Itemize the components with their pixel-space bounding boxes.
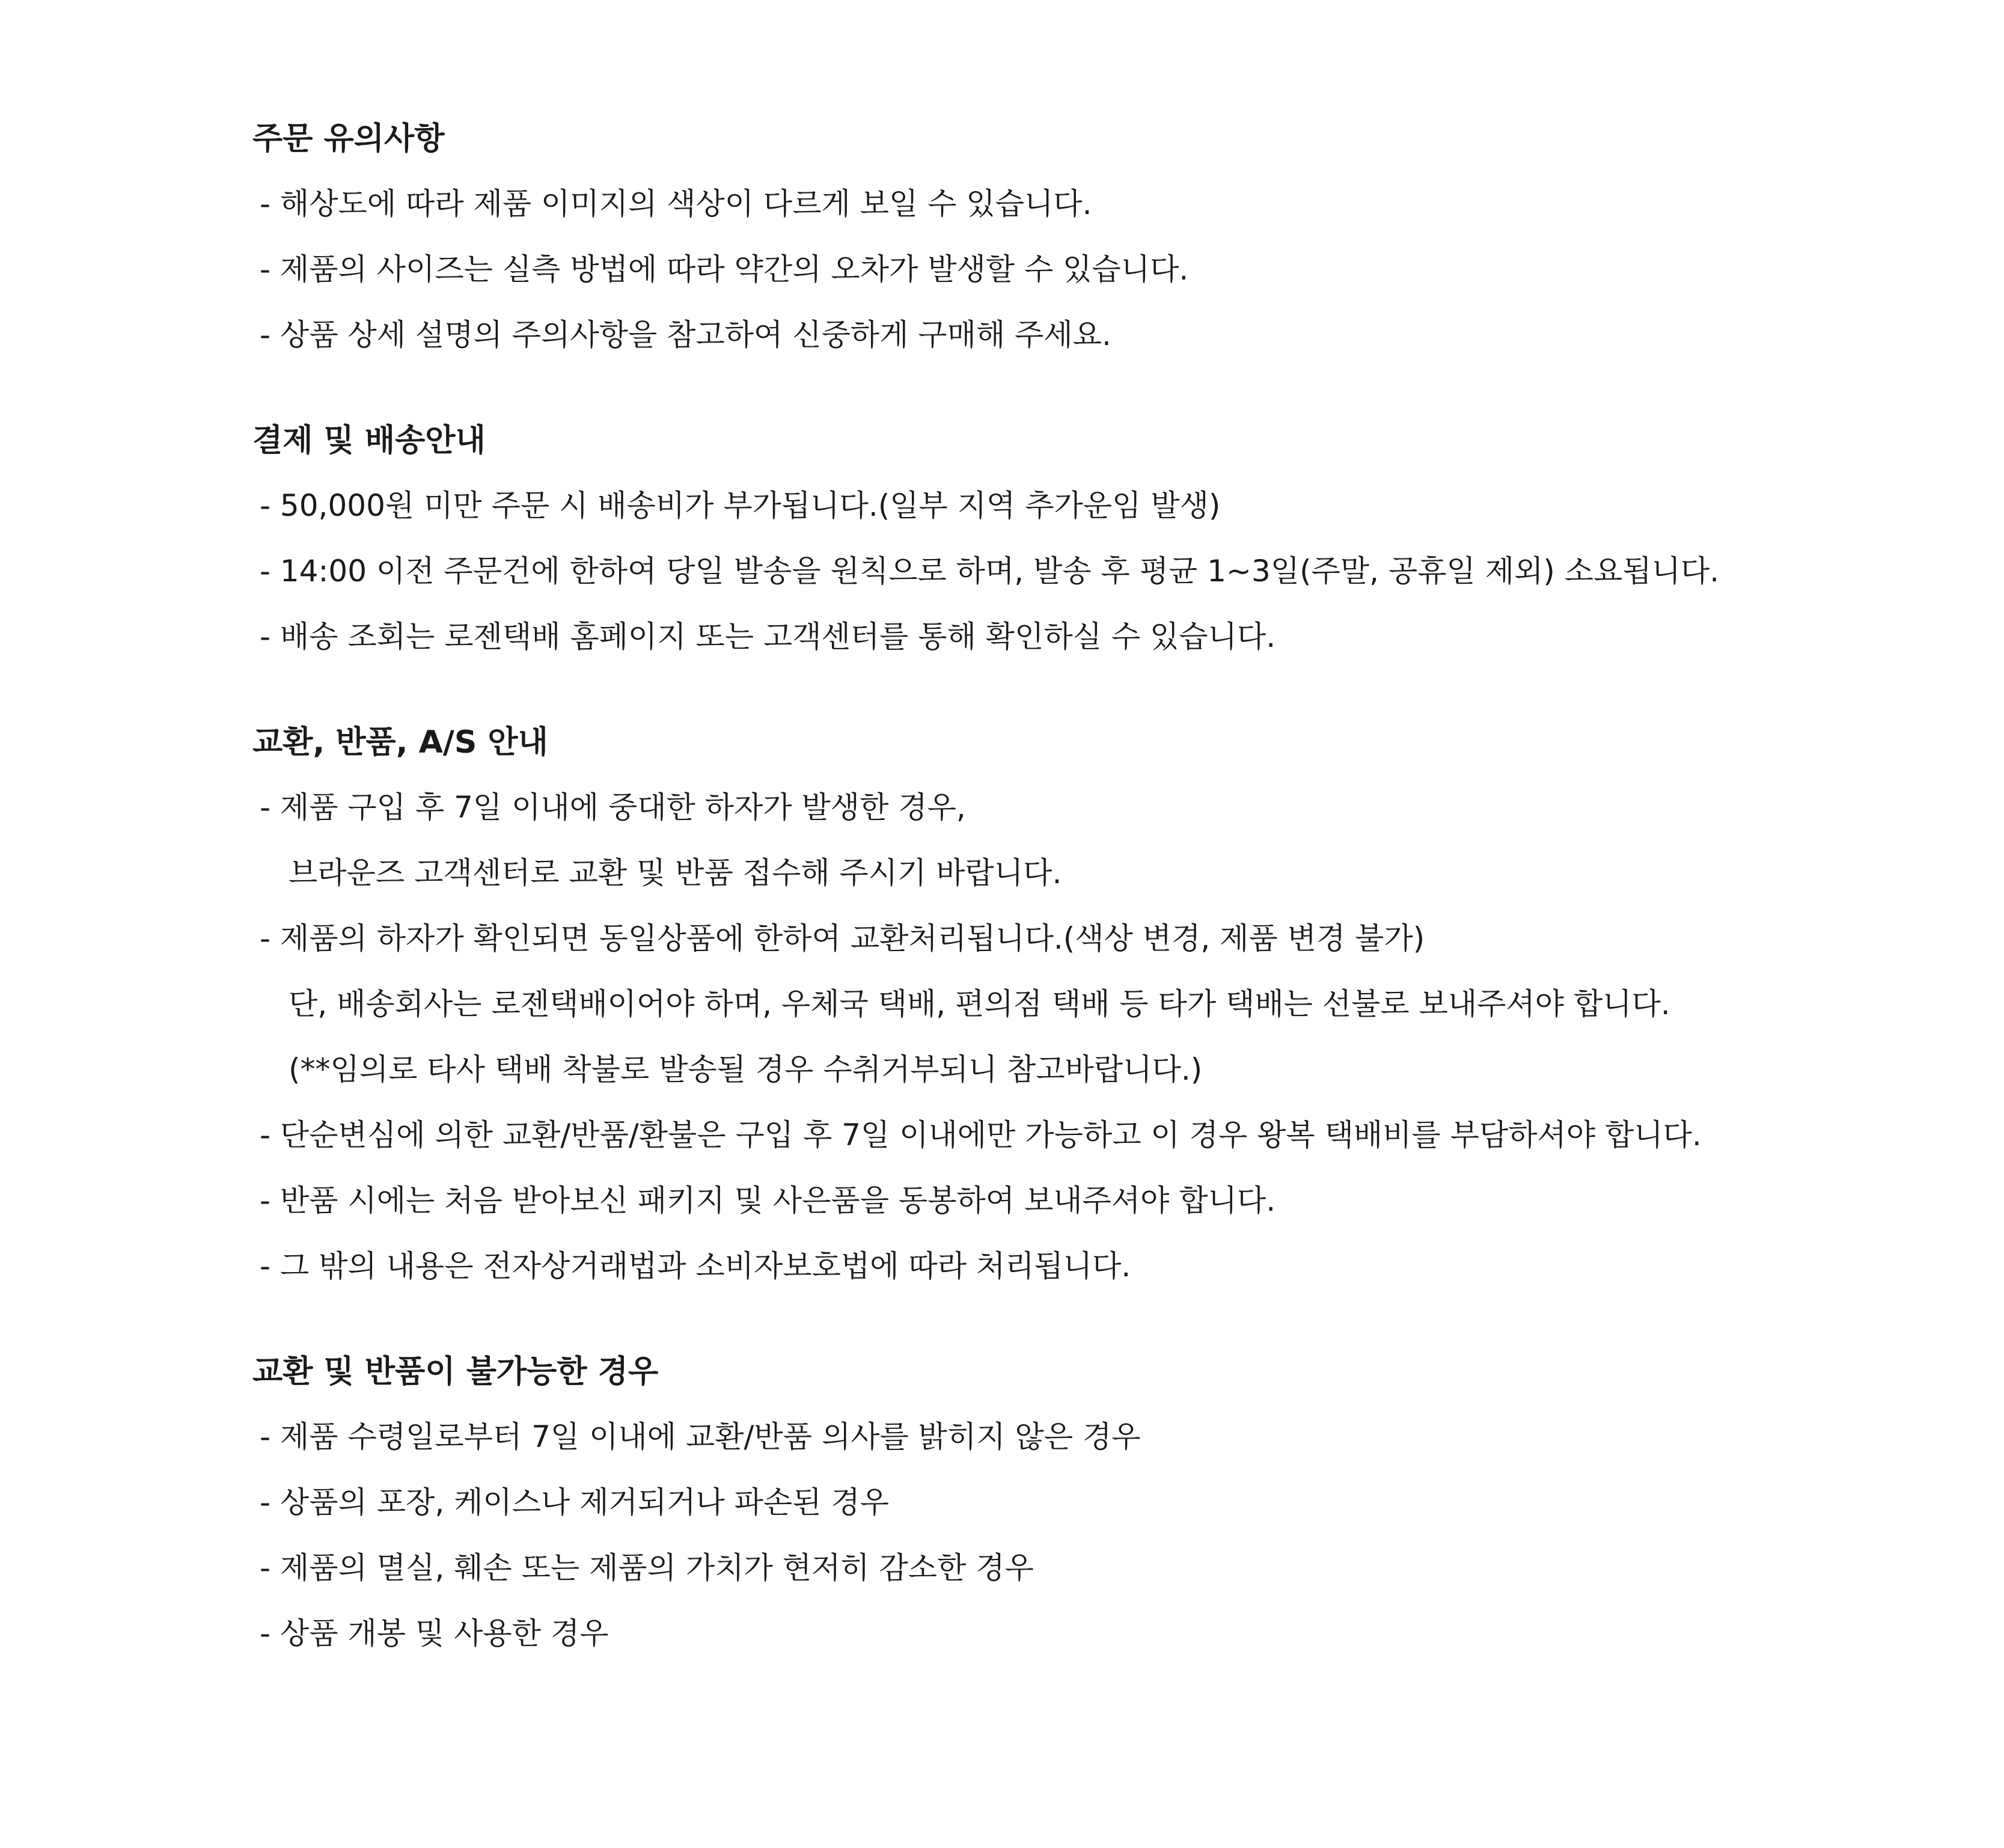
notice-line: - 배송 조회는 로젠택배 홈페이지 또는 고객센터를 통해 확인하실 수 있습니다. bbox=[260, 619, 1276, 654]
section-title: 주문 유의사항 bbox=[252, 121, 445, 157]
section-title: 결제 및 배송안내 bbox=[252, 423, 486, 459]
section-payment-shipping bbox=[252, 420, 1972, 658]
notice-line: - 14:00 이전 주문건에 한하여 당일 발송을 원칙으로 하며, 발송 후 평균 1~3일(주말, 공휴일 제외) 소요됩니다. bbox=[260, 554, 1720, 589]
notice-line: - 50,000원 미만 주문 시 배송비가 부가됩니다.(일부 지역 추가운임 발생) bbox=[260, 488, 1221, 523]
notice-line: - 반품 시에는 처음 받아보신 패키지 및 사은품을 동봉하여 보내주셔야 합니다. bbox=[260, 1183, 1276, 1218]
notice-line: - 상품 개봉 및 사용한 경우 bbox=[260, 1616, 609, 1651]
notice-line: - 제품의 멸실, 훼손 또는 제품의 가치가 현저히 감소한 경우 bbox=[260, 1550, 1034, 1585]
notice-line: - 제품 수령일로부터 7일 이내에 교환/반품 의사를 밝히지 않은 경우 bbox=[260, 1419, 1141, 1454]
notice-line: - 상품의 포장, 케이스나 제거되거나 파손된 경우 bbox=[260, 1485, 889, 1520]
notice-line: - 그 밖의 내용은 전자상거래법과 소비자보호법에 따라 처리됩니다. bbox=[260, 1249, 1131, 1284]
section-exchange-return-as bbox=[252, 721, 1972, 1287]
notice-line: - 해상도에 따라 제품 이미지의 색상이 다르게 보일 수 있습니다. bbox=[260, 186, 1092, 221]
section-non-returnable-cases bbox=[252, 1351, 1972, 1654]
notice-line: - 단순변심에 의한 교환/반품/환불은 구입 후 7일 이내에만 가능하고 이 경우 왕복 택배비를 부담하셔야 합니다. bbox=[260, 1118, 1702, 1152]
section-title: 교환, 반품, A/S 안내 bbox=[252, 724, 548, 760]
notice-line-continuation: (**임의로 타사 택배 착불로 발송될 경우 수취거부되니 참고바랍니다.) bbox=[289, 1052, 1203, 1087]
notice-line: - 제품 구입 후 7일 이내에 중대한 하자가 발생한 경우, bbox=[260, 790, 966, 825]
notice-line-continuation: 브라운즈 고객센터로 교환 및 반품 접수해 주시기 바랍니다. bbox=[289, 855, 1062, 890]
notice-document bbox=[252, 118, 1972, 1718]
section-order-notice bbox=[252, 118, 1972, 356]
notice-line: - 제품의 사이즈는 실측 방법에 따라 약간의 오차가 발생할 수 있습니다. bbox=[260, 252, 1189, 287]
notice-line: - 제품의 하자가 확인되면 동일상품에 한하여 교환처리됩니다.(색상 변경, 제품 변경 불가) bbox=[260, 921, 1425, 956]
notice-line: - 상품 상세 설명의 주의사항을 참고하여 신중하게 구매해 주세요. bbox=[260, 317, 1111, 352]
notice-line-continuation: 단, 배송회사는 로젠택배이어야 하며, 우체국 택배, 편의점 택배 등 타가 택배는 선불로 보내주셔야 합니다. bbox=[289, 987, 1670, 1021]
section-title: 교환 및 반품이 불가능한 경우 bbox=[252, 1354, 659, 1390]
